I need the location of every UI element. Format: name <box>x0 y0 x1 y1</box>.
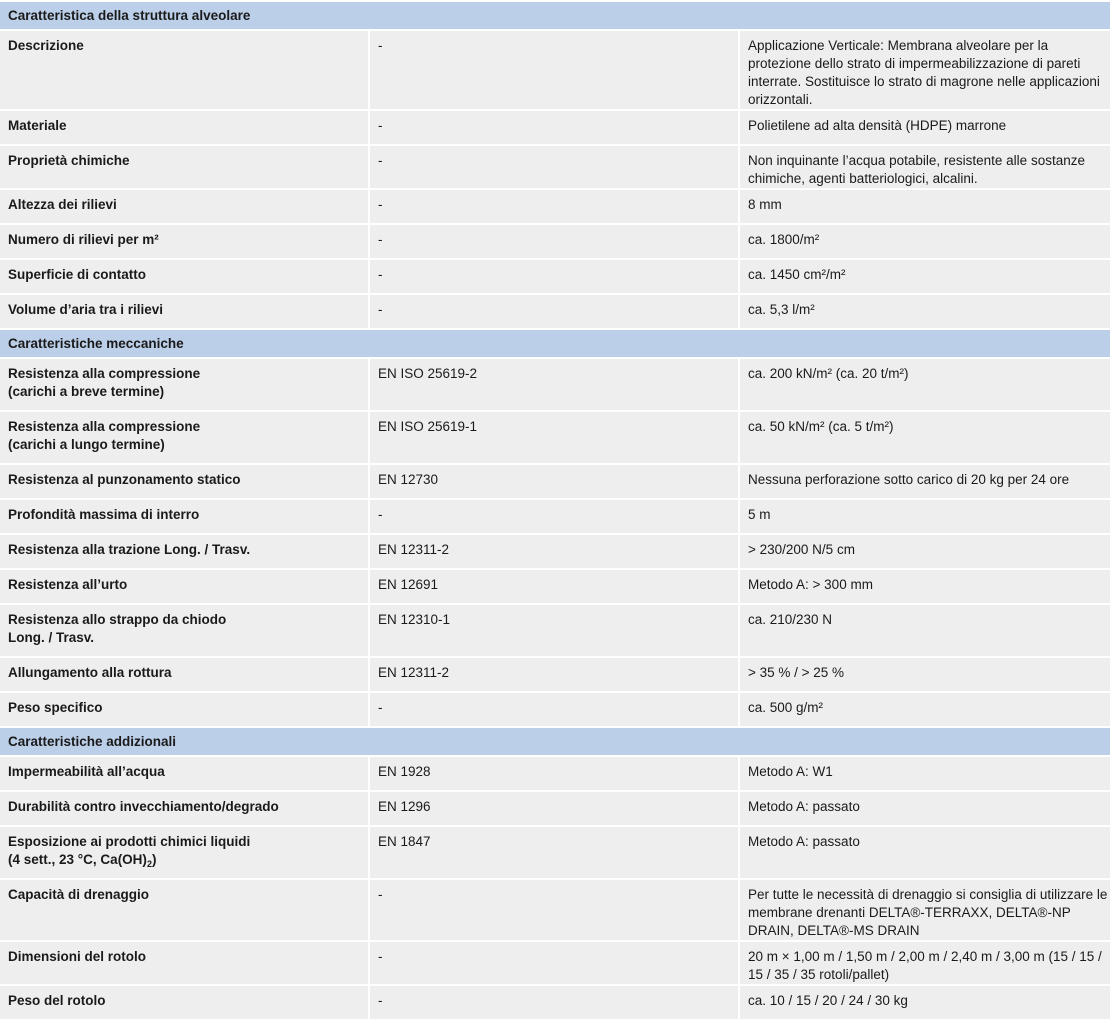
property-name: Resistenza al punzonamento statico <box>0 465 370 498</box>
property-name: Resistenza alla trazione Long. / Trasv. <box>0 535 370 568</box>
table-row <box>0 827 1110 878</box>
test-norm: EN 1296 <box>370 792 740 825</box>
property-value: ca. 50 kN/m² (ca. 5 t/m²) <box>740 412 1110 463</box>
property-name: Numero di rilievi per m² <box>0 225 370 258</box>
property-name <box>0 412 370 463</box>
test-norm: EN 1928 <box>370 757 740 790</box>
test-norm: - <box>370 225 740 258</box>
table-row <box>0 359 1110 410</box>
test-norm: EN ISO 25619-1 <box>370 412 740 463</box>
property-value: Nessuna perforazione sotto carico di 20 kg per 24 ore <box>740 465 1110 498</box>
property-name: Proprietà chimiche <box>0 146 370 188</box>
property-value: Metodo A: > 300 mm <box>740 570 1110 603</box>
table-row <box>0 792 1110 825</box>
property-value: Non inquinante l’acqua potabile, resistente alle sostanze chimiche, agenti batteriologici, alcalini. <box>740 146 1110 188</box>
test-norm: EN 12691 <box>370 570 740 603</box>
table-row <box>0 757 1110 790</box>
property-name-line2: (carichi a breve termine) <box>8 384 165 399</box>
section-header <box>0 728 1110 755</box>
property-name: Dimensioni del rotolo <box>0 942 370 984</box>
table-row <box>0 658 1110 691</box>
property-name: Altezza dei rilievi <box>0 190 370 223</box>
table-row <box>0 190 1110 223</box>
section-header <box>0 2 1110 29</box>
property-name: Descrizione <box>0 31 370 109</box>
property-value: ca. 10 / 15 / 20 / 24 / 30 kg <box>740 986 1110 1019</box>
test-norm: EN 1847 <box>370 827 740 878</box>
property-name-line1: Esposizione ai prodotti chimici liquidi <box>8 834 251 849</box>
test-norm: - <box>370 190 740 223</box>
table-row <box>0 605 1110 656</box>
property-value: ca. 1800/m² <box>740 225 1110 258</box>
test-norm: - <box>370 942 740 984</box>
property-name-line2: Long. / Trasv. <box>8 630 95 645</box>
property-value: ca. 5,3 l/m² <box>740 295 1110 328</box>
property-value: > 230/200 N/5 cm <box>740 535 1110 568</box>
property-name <box>0 605 370 656</box>
table-row <box>0 295 1110 328</box>
test-norm: EN 12730 <box>370 465 740 498</box>
property-value: ca. 1450 cm²/m² <box>740 260 1110 293</box>
section-header <box>0 330 1110 357</box>
property-name: Allungamento alla rottura <box>0 658 370 691</box>
property-name <box>0 359 370 410</box>
property-name <box>0 827 370 878</box>
table-row <box>0 465 1110 498</box>
table-row <box>0 500 1110 533</box>
test-norm: - <box>370 31 740 109</box>
test-norm: - <box>370 146 740 188</box>
table-row <box>0 880 1110 940</box>
test-norm: - <box>370 260 740 293</box>
property-name-line1: Resistenza alla compressione <box>8 366 201 381</box>
property-name: Superficie di contatto <box>0 260 370 293</box>
property-name: Resistenza all’urto <box>0 570 370 603</box>
property-name-line2: (4 sett., 23 °C, Ca(OH) <box>8 852 147 867</box>
property-value: ca. 500 g/m² <box>740 693 1110 726</box>
property-value: Per tutte le necessità di drenaggio si consiglia di utilizzare le membrane drenanti DELTA®-TERRAXX, DELTA®-NP DRAIN, DELTA®-MS DRAIN <box>740 880 1110 940</box>
table-row <box>0 986 1110 1019</box>
property-name: Capacità di drenaggio <box>0 880 370 940</box>
table-row <box>0 693 1110 726</box>
table-row <box>0 225 1110 258</box>
table-row <box>0 31 1110 109</box>
subscript: 2 <box>146 859 152 869</box>
test-norm: - <box>370 111 740 144</box>
test-norm: - <box>370 986 740 1019</box>
test-norm: - <box>370 295 740 328</box>
property-name: Materiale <box>0 111 370 144</box>
property-value: Metodo A: passato <box>740 792 1110 825</box>
property-name: Durabilità contro invecchiamento/degrado <box>0 792 370 825</box>
table-row <box>0 535 1110 568</box>
section-title: Caratteristica della struttura alveolare <box>0 2 1110 29</box>
property-value: Applicazione Verticale: Membrana alveolare per la protezione dello strato di impermeabilizzazione di pareti interrate. Sostituisce lo strato di magrone nelle applicazioni orizzontali. <box>740 31 1110 109</box>
test-norm: EN 12310-1 <box>370 605 740 656</box>
property-name-line1: Resistenza allo strappo da chiodo <box>8 612 227 627</box>
table-row <box>0 942 1110 984</box>
test-norm: EN 12311-2 <box>370 535 740 568</box>
property-name-line1: Resistenza alla compressione <box>8 419 201 434</box>
property-name: Peso specifico <box>0 693 370 726</box>
property-value: 8 mm <box>740 190 1110 223</box>
test-norm: - <box>370 500 740 533</box>
property-value: 5 m <box>740 500 1110 533</box>
table-row <box>0 412 1110 463</box>
table-row <box>0 570 1110 603</box>
test-norm: EN ISO 25619-2 <box>370 359 740 410</box>
property-value: ca. 200 kN/m² (ca. 20 t/m²) <box>740 359 1110 410</box>
property-name-line2-end: ) <box>151 852 157 867</box>
section-title: Caratteristiche addizionali <box>0 728 1110 755</box>
test-norm: - <box>370 693 740 726</box>
table-row <box>0 111 1110 144</box>
property-value: Metodo A: passato <box>740 827 1110 878</box>
property-name: Profondità massima di interro <box>0 500 370 533</box>
property-name: Impermeabilità all’acqua <box>0 757 370 790</box>
test-norm: EN 12311-2 <box>370 658 740 691</box>
property-value: Polietilene ad alta densità (HDPE) marrone <box>740 111 1110 144</box>
property-value: > 35 % / > 25 % <box>740 658 1110 691</box>
table-row <box>0 146 1110 188</box>
property-name: Peso del rotolo <box>0 986 370 1019</box>
property-name: Volume d’aria tra i rilievi <box>0 295 370 328</box>
property-value: ca. 210/230 N <box>740 605 1110 656</box>
property-name-line2: (carichi a lungo termine) <box>8 437 165 452</box>
property-value: 20 m × 1,00 m / 1,50 m / 2,00 m / 2,40 m / 3,00 m (15 / 15 / 15 / 35 / 35 rotoli/pallet) <box>740 942 1110 984</box>
table-row <box>0 260 1110 293</box>
section-title: Caratteristiche meccaniche <box>0 330 1110 357</box>
test-norm: - <box>370 880 740 940</box>
property-value: Metodo A: W1 <box>740 757 1110 790</box>
